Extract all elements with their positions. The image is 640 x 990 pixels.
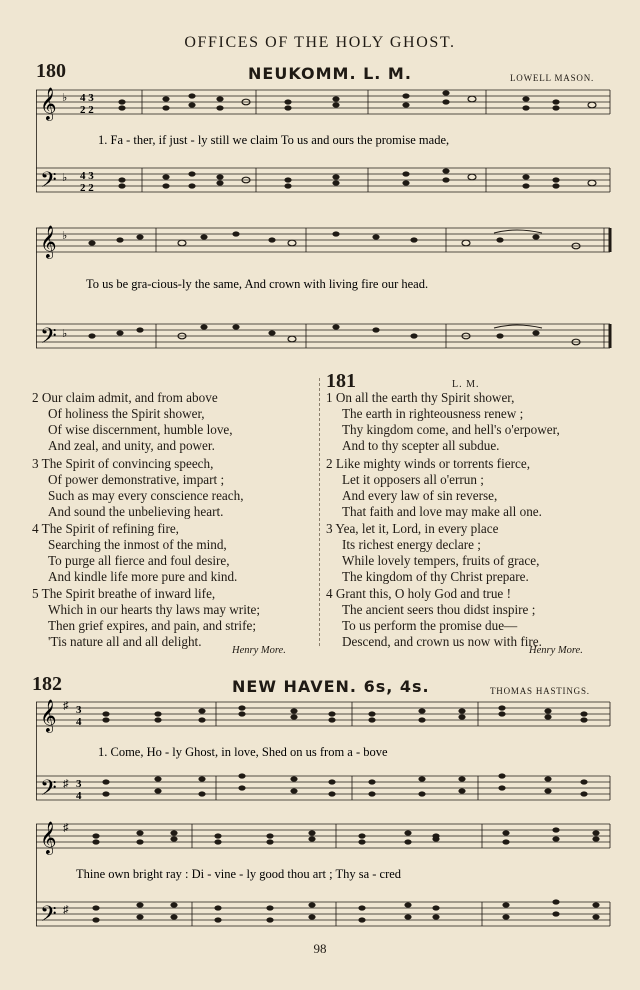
svg-text:2 2: 2 2 (80, 104, 94, 116)
svg-text:𝄢: 𝄢 (40, 324, 57, 354)
hymn-182-composer: THOMAS HASTINGS. (490, 686, 590, 696)
hymn-180-lyric-line-1: 1. Fa - ther, if just - ly still we claim To us and ours the promise made, (98, 133, 450, 147)
hymn-180-number: 180 (36, 60, 66, 82)
running-head: OFFICES OF THE HOLY GHOST. (184, 34, 456, 51)
svg-text:4 3: 4 3 (80, 170, 94, 182)
svg-text:3: 3 (76, 704, 82, 716)
svg-text:♭: ♭ (62, 328, 68, 340)
hymn-180-stanza-4: 4 The Spirit of refining fire, Searching the inmost of the mind, To purge all fierce and foul desire, And kindle life more pure and kind. (32, 521, 238, 584)
svg-text:♯: ♯ (63, 822, 69, 834)
hymn-181-stanza-3: 3 Yea, let it, Lord, in every place Its richest energy declare ; While lovely tempers, fruits of grace, The kingdom of thy Christ prepare. (326, 521, 540, 584)
svg-text:𝄢: 𝄢 (40, 168, 57, 198)
hymn-182-tune-title: NEW HAVEN. 6s, 4s. (232, 677, 430, 696)
hymn-182-lyric-line-2: Thine own bright ray : Di - vine - ly good thou art ; Thy sa - cred (76, 867, 402, 881)
svg-text:♭: ♭ (62, 172, 68, 184)
svg-text:♯: ♯ (63, 700, 69, 712)
hymn-181-stanza-2: 2 Like mighty winds or torrents fierce, Let it opposers all o'errun ; And every law of sin reverse, That faith and love may make all one. (326, 456, 542, 519)
hymn-181-stanza-1: 1 On all the earth thy Spirit shower, The earth in righteousness renew ; Thy kingdom come, and hell's o'erpower, And to thy scepter all subdue. (326, 390, 560, 453)
svg-text:𝄢: 𝄢 (40, 776, 57, 806)
svg-text:♯: ♯ (63, 778, 69, 790)
hymn-181-number: 181 (326, 370, 356, 392)
svg-text:𝄞: 𝄞 (40, 87, 57, 120)
hymn-182-lyric-line-1: 1. Come, Ho - ly Ghost, in love, Shed on us from a - bove (98, 745, 388, 759)
hymn-180-system-1 (36, 86, 614, 202)
svg-text:2 2: 2 2 (80, 182, 94, 194)
svg-text:♭: ♭ (62, 92, 68, 104)
hymn-180-stanza-2: 2 Our claim admit, and from above Of holiness the Spirit shower, Of wise discernment, humble love, And zeal, and unity, and power. (32, 390, 233, 453)
svg-text:4: 4 (76, 790, 82, 802)
hymn-180-tune-title: NEUKOMM. L. M. (248, 64, 412, 83)
svg-text:𝄞: 𝄞 (40, 225, 57, 258)
hymn-180-system-2 (36, 224, 614, 358)
svg-text:♯: ♯ (63, 904, 69, 916)
hymn-180-stanza-5: 5 The Spirit breathe of inward life, Which in our hearts thy laws may write; Then grief expires, and pain, and strife; 'Tis nature all and all delight. (32, 586, 261, 649)
hymn-180-lyric-line-2: To us be gra-cious-ly the same, And crown with living fire our head. (86, 277, 429, 291)
svg-text:♭: ♭ (62, 230, 68, 242)
hymn-181-author: Henry More. (529, 645, 583, 656)
hymn-181-stanza-4: 4 Grant this, O holy God and true ! The ancient seers thou didst inspire ; To us perform the promise due— Descend, and crown us now with fire. (326, 586, 542, 649)
svg-text:𝄢: 𝄢 (40, 902, 57, 932)
hymn-180-author: Henry More. (232, 645, 286, 656)
hymn-180-composer: LOWELL MASON. (510, 73, 595, 83)
svg-text:3: 3 (76, 778, 82, 790)
hymn-182-system-2 (36, 820, 614, 936)
svg-text:𝄞: 𝄞 (40, 699, 57, 732)
svg-text:4 3: 4 3 (80, 92, 94, 104)
hymn-182-number: 182 (32, 673, 62, 695)
hymn-182-system-1 (36, 698, 614, 810)
page-number: 98 (313, 941, 327, 956)
hymn-180-stanza-3: 3 The Spirit of convincing speech, Of power demonstrative, impart ; Such as may every conscience reach, And sound the unbelieving heart. (32, 456, 244, 519)
column-divider (319, 378, 320, 646)
svg-text:𝄞: 𝄞 (40, 821, 57, 854)
hymn-181-meter: L. M. (452, 379, 480, 390)
svg-text:4: 4 (76, 716, 82, 728)
